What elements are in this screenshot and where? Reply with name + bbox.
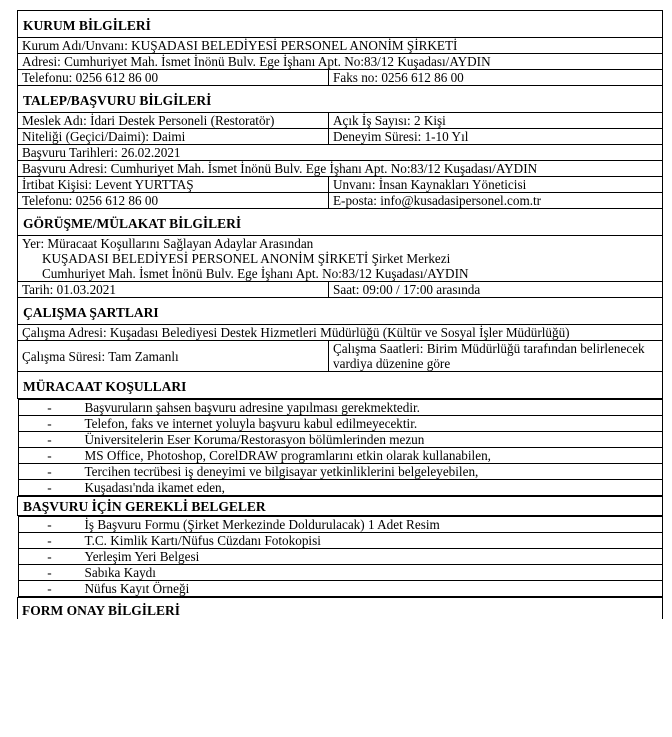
- list-item: [18, 533, 662, 549]
- talep-eposta: E-posta: info@kusadasipersonel.com.tr: [329, 193, 663, 209]
- calisma-adresi: Çalışma Adresi: Kuşadası Belediyesi Destek Hizmetleri Müdürlüğü (Kültür ve Sosyal İşler Müdürlüğü): [18, 325, 663, 341]
- gorusme-yer: [18, 236, 663, 282]
- basvuru-adresi: Başvuru Adresi: Cumhuriyet Mah. İsmet İnönü Bulv. Ege İşhanı Apt. No:83/12 Kuşadası/AYDIN: [18, 161, 663, 177]
- acik-is-sayisi: Açık İş Sayısı: 2 Kişi: [329, 113, 663, 129]
- gorusme-saat: Saat: 09:00 / 17:00 arasında: [329, 282, 663, 298]
- form-table: [17, 10, 663, 619]
- gorusme-yer-line1: Yer: Müracaat Koşullarını Sağlayan Adaylar Arasından: [22, 236, 314, 251]
- irtibat-kisisi: İrtibat Kişisi: Levent YURTTAŞ: [18, 177, 329, 193]
- dash: -: [18, 517, 81, 533]
- muracaat-item: Kuşadası'nda ikamet eden,: [81, 480, 663, 496]
- deneyim-suresi: Deneyim Süresi: 1-10 Yıl: [329, 129, 663, 145]
- list-item: [18, 581, 662, 597]
- gorusme-tarih: Tarih: 01.03.2021: [18, 282, 329, 298]
- talep-section-title: TALEP/BAŞVURU BİLGİLERİ: [18, 86, 663, 113]
- belge-item: Nüfus Kayıt Örneği: [81, 581, 663, 597]
- belge-item: Sabıka Kaydı: [81, 565, 663, 581]
- muracaat-list: [18, 399, 663, 496]
- dash: -: [18, 416, 81, 432]
- muracaat-item: Başvuruların şahsen başvuru adresine yapılması gerekmektedir.: [81, 400, 663, 416]
- dash: -: [18, 448, 81, 464]
- kurum-section-title: KURUM BİLGİLERİ: [18, 11, 663, 38]
- list-item: [18, 464, 662, 480]
- list-item: [18, 549, 662, 565]
- dash: -: [18, 480, 81, 496]
- gorusme-section-title: GÖRÜŞME/MÜLAKAT BİLGİLERİ: [18, 209, 663, 236]
- dash: -: [18, 565, 81, 581]
- basvuru-tarihleri: Başvuru Tarihleri: 26.02.2021: [18, 145, 663, 161]
- calisma-saatleri: Çalışma Saatleri: Birim Müdürlüğü tarafından belirlenecek vardiya düzenine göre: [329, 341, 663, 372]
- form-onay-section-title: FORM ONAY BİLGİLERİ: [22, 603, 181, 618]
- talep-telefon: Telefonu: 0256 612 86 00: [18, 193, 329, 209]
- list-item: [18, 448, 662, 464]
- calisma-suresi: Çalışma Süresi: Tam Zamanlı: [18, 341, 329, 372]
- dash: -: [18, 400, 81, 416]
- list-item: [18, 517, 662, 533]
- muracaat-item: Tercihen tecrübesi iş deneyimi ve bilgisayar yetkinliklerini belgeleyebilen,: [81, 464, 663, 480]
- muracaat-item: MS Office, Photoshop, CorelDRAW programlarını etkin olarak kullanabilen,: [81, 448, 663, 464]
- kurum-adres: Adresi: Cumhuriyet Mah. İsmet İnönü Bulv. Ege İşhanı Apt. No:83/12 Kuşadası/AYDIN: [18, 54, 663, 70]
- muracaat-item: Üniversitelerin Eser Koruma/Restorasyon bölümlerinden mezun: [81, 432, 663, 448]
- irtibat-unvani: Unvanı: İnsan Kaynakları Yöneticisi: [329, 177, 663, 193]
- form-onay-section: [18, 598, 663, 620]
- dash: -: [18, 432, 81, 448]
- kurum-adi: Kurum Adı/Unvanı: KUŞADASI BELEDİYESİ PERSONEL ANONİM ŞİRKETİ: [18, 38, 663, 54]
- calisma-section-title: ÇALIŞMA ŞARTLARI: [18, 298, 663, 325]
- list-item: [18, 565, 662, 581]
- belgeler-section-title: BAŞVURU İÇİN GEREKLİ BELGELER: [18, 497, 663, 516]
- kurum-faks: Faks no: 0256 612 86 00: [329, 70, 663, 86]
- dash: -: [18, 549, 81, 565]
- belge-item: Yerleşim Yeri Belgesi: [81, 549, 663, 565]
- dash: -: [18, 464, 81, 480]
- gorusme-yer-line3: Cumhuriyet Mah. İsmet İnönü Bulv. Ege İşhanı Apt. No:83/12 Kuşadası/AYDIN: [42, 266, 469, 281]
- muracaat-section-title: MÜRACAAT KOŞULLARI: [18, 372, 663, 399]
- kurum-telefon: Telefonu: 0256 612 86 00: [18, 70, 329, 86]
- gorusme-yer-line2: KUŞADASI BELEDİYESİ PERSONEL ANONİM ŞİRKETİ Şirket Merkezi: [42, 251, 451, 266]
- list-item: [18, 400, 662, 416]
- muracaat-item: Telefon, faks ve internet yoluyla başvuru kabul edilmeyecektir.: [81, 416, 663, 432]
- list-item: [18, 480, 662, 496]
- belge-item: T.C. Kimlik Kartı/Nüfus Cüzdanı Fotokopisi: [81, 533, 663, 549]
- meslek-adi: Meslek Adı: İdari Destek Personeli (Restoratör): [18, 113, 329, 129]
- dash: -: [18, 533, 81, 549]
- belge-item: İş Başvuru Formu (Şirket Merkezinde Doldurulacak) 1 Adet Resim: [81, 517, 663, 533]
- dash: -: [18, 581, 81, 597]
- list-item: [18, 432, 662, 448]
- niteligi: Niteliği (Geçici/Daimi): Daimi: [18, 129, 329, 145]
- belgeler-list: [18, 516, 663, 597]
- list-item: [18, 416, 662, 432]
- job-posting-form: [17, 10, 663, 619]
